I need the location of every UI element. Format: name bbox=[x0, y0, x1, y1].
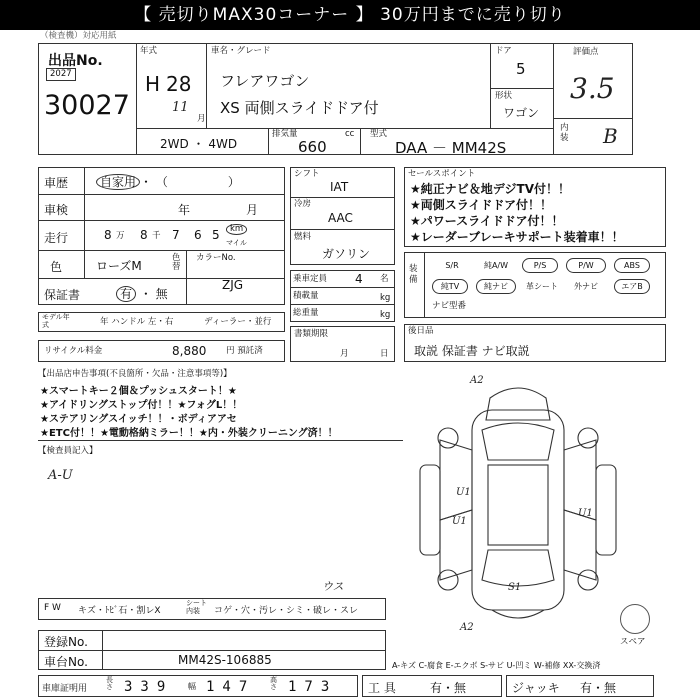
equip-leather: 革シート bbox=[526, 282, 558, 291]
defects-fw: F W bbox=[44, 603, 61, 613]
sales-item-4: ★レーダーブレーキサポート装着車！！ bbox=[410, 230, 624, 244]
lot-number: 30027 bbox=[44, 90, 130, 121]
capacity-unit: 名 bbox=[380, 274, 389, 284]
mileage-u1: 万 bbox=[116, 231, 125, 241]
history-label: 車歴 bbox=[44, 176, 69, 190]
weight-unit: kg bbox=[380, 310, 391, 320]
mileage-d3: 7 bbox=[172, 228, 180, 242]
recycle-unit: 円 預託済 bbox=[226, 346, 263, 356]
equip-airbag: エアB bbox=[614, 279, 650, 294]
drive: 2WD ・ 4WD bbox=[160, 137, 238, 151]
color-label: 色 bbox=[50, 260, 63, 274]
reg-label: 登録No. bbox=[44, 635, 88, 649]
diagram-u1-b: U1 bbox=[452, 516, 467, 527]
capacity-label: 乗車定員 bbox=[293, 274, 328, 284]
equip-pw: P/W bbox=[566, 258, 606, 273]
cooler-label: 冷房 bbox=[294, 199, 312, 209]
handle: 年 ハンドル 左・右 bbox=[100, 317, 174, 327]
recycle-label: リサイクル料金 bbox=[44, 346, 103, 356]
color-change: 色替 bbox=[172, 253, 181, 273]
sales-item-1: ★純正ナビ＆地デジTV付！！ bbox=[410, 182, 570, 196]
jack-value: 有・無 bbox=[580, 681, 617, 695]
diagram-a2-bottom: A2 bbox=[460, 622, 474, 633]
inspection-month: 月 bbox=[246, 203, 259, 217]
capacity-value: 4 bbox=[355, 272, 363, 286]
note-2: ★アイドリングストップ付！！★フォグL！！ bbox=[40, 400, 243, 411]
history-value: 自家用 bbox=[96, 174, 140, 190]
year-era: H bbox=[145, 72, 161, 96]
equip-ext-navi: 外ナビ bbox=[574, 282, 598, 291]
cert-height-value: 173 bbox=[288, 679, 338, 695]
cooler-value: AAC bbox=[328, 211, 353, 225]
docs-day: 日 bbox=[380, 349, 389, 359]
inspection-year: 年 bbox=[178, 203, 191, 217]
cert-label: 車庫証明用 bbox=[42, 684, 88, 694]
doors-value: 5 bbox=[516, 60, 526, 78]
notes-header: 【出品店申告事項(不良箇所・欠品・注意事項等)】 bbox=[38, 369, 232, 379]
shift-label: シフト bbox=[294, 169, 320, 179]
sales-label: セールスポイント bbox=[408, 169, 476, 179]
color-value: ローズM bbox=[96, 259, 142, 273]
spare-label: スペア bbox=[620, 637, 646, 647]
interior-value: B bbox=[603, 124, 618, 148]
tools-value: 有・無 bbox=[430, 681, 467, 695]
sales-item-2: ★両側スライドドア付！！ bbox=[410, 198, 553, 212]
inspector-value: A-U bbox=[48, 468, 73, 483]
defects-seat: コゲ・穴・汚レ・シミ・破レ・スレ bbox=[214, 606, 359, 616]
disp-label: 排気量 bbox=[272, 129, 298, 139]
fuel-label: 燃料 bbox=[294, 232, 312, 242]
mileage-label: 走行 bbox=[44, 231, 69, 245]
note-4: ★ETC付！！★電動格納ミラー！！★内・外装クリーニング済！！ bbox=[40, 428, 338, 439]
diagram-uw: ウス bbox=[322, 580, 344, 593]
model-value: DAA － MM42S bbox=[395, 139, 507, 157]
score-value: 3.5 bbox=[570, 72, 615, 105]
later-label: 後日品 bbox=[408, 326, 434, 336]
model-year-label: モデル年式 bbox=[42, 313, 70, 329]
shift-value: IAT bbox=[330, 180, 349, 194]
warranty-yes: 有 bbox=[116, 286, 136, 302]
dealer: ディーラー・並行 bbox=[204, 317, 272, 327]
month-unit: 月 bbox=[197, 114, 206, 124]
inspector-header: 【検査員記入】 bbox=[38, 446, 98, 456]
diagram-s1: S1 bbox=[508, 582, 522, 593]
shape-label: 形状 bbox=[495, 91, 513, 101]
weight-label: 総重量 bbox=[293, 308, 319, 318]
equip-abs: ABS bbox=[614, 258, 650, 273]
chassis-value: MM42S-106885 bbox=[178, 653, 272, 667]
tools-label: 工 具 bbox=[368, 681, 396, 695]
year-label: 年式 bbox=[140, 46, 158, 56]
score-label: 評価点 bbox=[573, 47, 599, 57]
disp-unit: cc bbox=[345, 129, 355, 139]
mileage-u2: 千 bbox=[152, 231, 161, 241]
shape-value: ワゴン bbox=[503, 106, 540, 120]
docs-label: 書類期限 bbox=[294, 329, 329, 339]
cert-width-label: 幅 bbox=[188, 682, 196, 691]
doors-label: ドア bbox=[495, 46, 512, 56]
inspection-label: 車検 bbox=[44, 203, 69, 217]
note-1: ★スマートキー２個＆プッシュスタート！★ bbox=[40, 386, 237, 397]
sales-item-3: ★パワースライドドア付！！ bbox=[410, 214, 564, 228]
car-grade: XS 両側スライドドア付 bbox=[220, 99, 379, 117]
model-label: 型式 bbox=[370, 129, 388, 139]
jack-label: ジャッキ bbox=[512, 681, 560, 695]
diagram-u1-a: U1 bbox=[456, 487, 471, 498]
mileage-d2: 8 bbox=[140, 228, 148, 242]
cert-length-label: 長さ bbox=[106, 676, 113, 691]
car-name: フレアワゴン bbox=[220, 72, 310, 90]
equip-other: ナビ型番 bbox=[432, 301, 467, 311]
load-label: 積載量 bbox=[293, 291, 319, 301]
equip-label: 装備 bbox=[409, 264, 418, 286]
color-code: ZJG bbox=[222, 278, 244, 292]
interior-label: 内装 bbox=[560, 123, 569, 143]
year-month: 11 bbox=[172, 100, 189, 115]
mileage-d4: 6 bbox=[194, 228, 202, 242]
equip-tv: 純TV bbox=[432, 279, 468, 294]
diagram-a2-top: A2 bbox=[470, 375, 484, 386]
mileage-d1: 8 bbox=[104, 228, 112, 242]
equip-navi: 純ナビ bbox=[476, 279, 516, 294]
top-fragment: （検査機）対応用紙 bbox=[40, 31, 117, 41]
later-value: 取説 保証書 ナビ取説 bbox=[414, 344, 530, 358]
equip-sr: S/R bbox=[445, 261, 459, 270]
defects-seat-label: シート内装 bbox=[186, 599, 207, 615]
cert-width-value: 147 bbox=[206, 679, 256, 695]
defects-kizu: キズ・ﾄﾋﾞ石・割レX bbox=[78, 606, 161, 616]
mileage-mile: マイル bbox=[226, 239, 247, 247]
lot-tag: 2027 bbox=[46, 68, 76, 81]
warranty-no: 無 bbox=[155, 287, 168, 301]
recycle-value: 8,880 bbox=[172, 344, 207, 358]
mileage-km: km bbox=[226, 224, 247, 235]
chassis-label: 車台No. bbox=[44, 655, 88, 669]
color-code-label: カラーNo. bbox=[196, 253, 236, 263]
warranty-label: 保証書 bbox=[44, 288, 81, 302]
spare-tire-icon bbox=[620, 604, 650, 634]
lot-label: 出品No. bbox=[48, 53, 103, 69]
equip-ps: P/S bbox=[522, 258, 558, 273]
disp-value: 660 bbox=[298, 138, 327, 156]
cert-height-label: 高さ bbox=[270, 676, 277, 691]
banner: 【 売切りMAX30コーナー 】 30万円までに売り切り bbox=[0, 0, 700, 30]
fuel-value: ガソリン bbox=[322, 247, 371, 261]
equip-aw: 純A/W bbox=[483, 261, 509, 270]
cert-length-value: 339 bbox=[124, 679, 174, 695]
legend: A-キズ C-腐食 E-エクボ S-サビ U-凹ミ W-補修 XX-交換済 bbox=[392, 661, 601, 670]
history-rest: ・ （ ） bbox=[140, 175, 240, 189]
car-label: 車名・グレード bbox=[211, 46, 271, 56]
note-3: ★ステアリングスイッチ！！・ボディアアセ bbox=[40, 414, 237, 425]
docs-month: 月 bbox=[340, 349, 349, 359]
year-value: 28 bbox=[166, 72, 192, 96]
mileage-d5: 5 bbox=[212, 228, 220, 242]
load-unit: kg bbox=[380, 293, 391, 303]
diagram-u1-c: U1 bbox=[578, 508, 593, 519]
